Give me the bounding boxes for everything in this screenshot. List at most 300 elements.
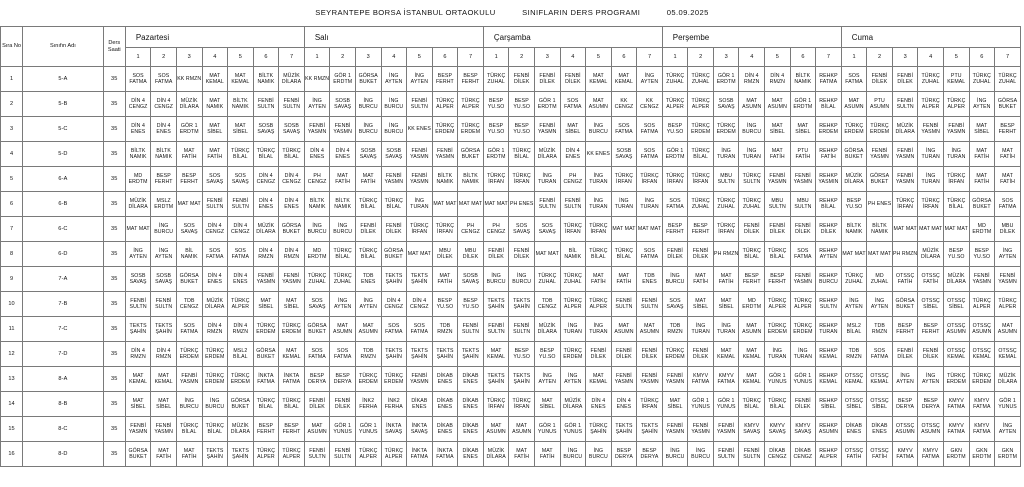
lesson-cell (688, 167, 714, 192)
lesson-text: İNG AYTEN (921, 372, 940, 385)
lesson-text: REHKP BİLAL (819, 197, 838, 210)
lesson-text: TÜRKÇ İRFAN (614, 172, 634, 185)
lesson-text: SOS SAVAŞ (538, 222, 556, 235)
lesson-cell (841, 117, 867, 142)
lesson-cell (330, 317, 356, 342)
lesson-cell (816, 142, 842, 167)
lesson-text: GÖRSA BUKET (128, 447, 148, 460)
lesson-text: REHKP ASUMN (818, 422, 839, 435)
lesson-cell (125, 117, 151, 142)
lesson-text: FENBİ YASMN (410, 372, 429, 385)
lesson-text: MD ERDTM (128, 172, 148, 185)
lesson-text: İNG TURAN (793, 347, 813, 360)
lesson-cell (713, 267, 739, 292)
lesson-cell (560, 417, 586, 442)
lesson-text: FENBİ DİLEK (667, 247, 683, 260)
lesson-text: FENBİ DİLEK (897, 72, 914, 85)
lesson-text: MSL2 BİLAL (233, 347, 248, 360)
lesson-cell (253, 442, 279, 467)
lesson-cell (816, 267, 842, 292)
lesson-cell (458, 442, 484, 467)
lesson-text: FENBİ DİLEK (871, 72, 888, 85)
lesson-cell (637, 392, 663, 417)
lesson-text: MAT NAMIK (206, 97, 224, 110)
timetable-grid (0, 26, 1021, 467)
lesson-text: MAT KEMAL (487, 347, 506, 360)
lesson-text: İNG BURCU (384, 122, 404, 135)
lesson-text: DİKAB CENGZ (767, 447, 787, 460)
lesson-text: TÜRKÇ İRFAN (512, 172, 531, 185)
lesson-text: MÜZİK DİLARA (997, 372, 1018, 385)
lesson-text: OTSSÇ KEMAL (947, 347, 966, 360)
lesson-text: TDB RMZN (360, 347, 376, 360)
lesson-cell (892, 317, 918, 342)
period-header: 1 (483, 48, 509, 67)
lesson-cell (892, 192, 918, 217)
lesson-text: TEKTS ŞAHİN (155, 322, 173, 335)
lesson-text: TÜRKÇ ALPER (793, 297, 813, 310)
lesson-text: TÜRKÇ ZUHAL (998, 72, 1017, 85)
lesson-text: GÖRSA BUKET (895, 297, 915, 310)
lesson-cell (330, 417, 356, 442)
lesson-cell (483, 342, 509, 367)
lesson-text: MAT FATİH (693, 272, 709, 285)
lesson-text: OTSSÇ SİBEL (844, 397, 864, 410)
lesson-cell (739, 67, 765, 92)
lesson-text: FENBİ YASMN (435, 147, 455, 160)
lesson-cell (867, 217, 893, 242)
lesson-cell (662, 217, 688, 242)
lesson-text: MBU SULTN (794, 197, 812, 210)
lesson-text: İNG BURCU (588, 447, 608, 460)
lesson-cell (688, 367, 714, 392)
lesson-text: DİN 4 ENES (309, 147, 325, 160)
lesson-text: TDB ENES (642, 272, 657, 285)
lesson-text: SOS FATMA (180, 322, 198, 335)
lesson-text: TÜRKÇ ALPER (972, 297, 991, 310)
lesson-cell (330, 117, 356, 142)
lesson-cell (765, 67, 791, 92)
lesson-cell (458, 317, 484, 342)
lesson-cell (816, 242, 842, 267)
period-header: 1 (662, 48, 688, 67)
lesson-cell (279, 292, 305, 317)
lesson-cell (841, 417, 867, 442)
lesson-cell (304, 117, 330, 142)
lesson-text: SOS FATMA (564, 97, 582, 110)
lesson-cell (432, 117, 458, 142)
lesson-cell (279, 367, 305, 392)
lesson-cell (688, 292, 714, 317)
lesson-cell (662, 167, 688, 192)
lesson-cell (765, 242, 791, 267)
lesson-text: TÜRKÇ ZUHAL (538, 272, 557, 285)
lesson-text: TÜRKÇ İRFAN (486, 172, 506, 185)
document-title (0, 0, 1024, 26)
lesson-text: GÖR 1 ERDTM (537, 97, 557, 110)
lesson-text: BESP YU.SO (487, 97, 505, 110)
lesson-cell (892, 442, 918, 467)
weekly-hours: 35 (103, 92, 125, 117)
lesson-text: KMYV FATMA (973, 397, 991, 410)
lesson-text: MAT ASUMN (742, 322, 762, 335)
lesson-cell (176, 442, 202, 467)
lesson-text: İNKTA SAVAŞ (410, 422, 428, 435)
lesson-cell (432, 442, 458, 467)
lesson-cell (892, 92, 918, 117)
lesson-cell (688, 92, 714, 117)
lesson-cell (176, 292, 202, 317)
lesson-text: TÜRKÇ ERDEM (205, 372, 225, 385)
class-row (1, 392, 1021, 417)
lesson-cell (560, 442, 586, 467)
lesson-text: FENBİ DİLEK (385, 222, 402, 235)
lesson-text: TÜRKÇ ERDEM (665, 347, 685, 360)
lesson-cell (662, 417, 688, 442)
lesson-cell (739, 442, 765, 467)
lesson-cell (228, 192, 254, 217)
lesson-text: DİN 4 RMZN (283, 247, 300, 260)
row-number: 12 (1, 342, 23, 367)
lesson-cell (432, 342, 458, 367)
lesson-cell (637, 192, 663, 217)
lesson-text: İNG AYTEN (538, 372, 556, 385)
weekly-hours: 35 (103, 142, 125, 167)
lesson-text: SOSB SAVAŞ (717, 97, 735, 110)
lesson-cell (228, 292, 254, 317)
lesson-text: BESP DERYA (614, 447, 633, 460)
lesson-cell (995, 392, 1021, 417)
lesson-text: MAT FATİH (769, 147, 785, 160)
lesson-text: SOS FATMA (333, 347, 352, 360)
lesson-cell (407, 92, 433, 117)
lesson-text: BESP DERYA (896, 397, 915, 410)
period-header: 5 (407, 48, 433, 67)
period-header: 2 (688, 48, 714, 67)
lesson-cell (841, 242, 867, 267)
lesson-cell (176, 192, 202, 217)
lesson-text: TÜRKÇ ZUHAL (844, 272, 864, 285)
lesson-text: TÜRKÇ ERDEM (281, 322, 302, 335)
lesson-cell (228, 67, 254, 92)
lesson-cell (816, 342, 842, 367)
lesson-cell (176, 267, 202, 292)
lesson-text: KK CENGZ (640, 97, 659, 110)
lesson-text: TÜRKÇ İRFAN (563, 222, 582, 235)
lesson-cell (151, 367, 177, 392)
lesson-text: İNG TURAN (691, 322, 710, 335)
lesson-text: FENBİ DİLEK (513, 72, 530, 85)
lesson-text: GÖRSA BUKET (869, 172, 890, 185)
lesson-cell (458, 67, 484, 92)
lesson-text: DİN 4 RMZN (232, 322, 249, 335)
lesson-text: DİN 4 CENGZ (410, 297, 429, 310)
lesson-cell (713, 392, 739, 417)
lesson-cell (355, 342, 381, 367)
lesson-cell (790, 117, 816, 142)
lesson-cell (407, 317, 433, 342)
lesson-text: TEKTS ŞAHİN (436, 347, 454, 360)
class-row (1, 242, 1021, 267)
lesson-text: BİLTK NAMIK (462, 172, 479, 185)
lesson-cell (279, 342, 305, 367)
lesson-cell (534, 342, 560, 367)
lesson-cell (765, 392, 791, 417)
lesson-text: İNG BURCU (691, 447, 711, 460)
lesson-text: PH ENES (509, 200, 534, 207)
lesson-cell (739, 217, 765, 242)
lesson-cell (253, 92, 279, 117)
lesson-cell (176, 67, 202, 92)
lesson-text: OTSSÇ KEMAL (870, 372, 889, 385)
day-header: Çarşamba (483, 27, 662, 48)
lesson-cell (765, 442, 791, 467)
lesson-text: İNG AYTEN (973, 97, 991, 110)
lesson-cell (765, 417, 791, 442)
lesson-text: FENBİ SULTN (155, 297, 173, 310)
lesson-cell (253, 417, 279, 442)
lesson-text: BİL NAMIK (180, 247, 198, 260)
lesson-cell (713, 67, 739, 92)
lesson-text: DİKAB ENES (845, 422, 863, 435)
lesson-text: MAT KEMAL (717, 347, 736, 360)
lesson-text: SOS SAVAŞ (308, 297, 326, 310)
lesson-cell (355, 267, 381, 292)
lesson-cell (943, 342, 969, 367)
lesson-cell (483, 392, 509, 417)
lesson-text: REHKP FATMA (819, 72, 838, 85)
lesson-text: İNG AYTEN (308, 97, 326, 110)
lesson-cell (407, 442, 433, 467)
lesson-cell (509, 142, 535, 167)
lesson-text: İNG BURCU (154, 222, 174, 235)
lesson-cell (458, 167, 484, 192)
lesson-cell (637, 442, 663, 467)
lesson-text: TEKTS ŞAHİN (487, 297, 505, 310)
lesson-text: MD ERDTM (972, 222, 992, 235)
lesson-text: TEKTS ŞAHİN (231, 447, 249, 460)
lesson-text: PH RMZN (714, 250, 739, 257)
lesson-text: TEKTS ŞAHİN (513, 297, 531, 310)
lesson-text: TÜRKÇ ERDEM (358, 372, 378, 385)
lesson-text: İNG AYTEN (359, 297, 377, 310)
lesson-text: İNG TURAN (614, 197, 634, 210)
period-header: 3 (892, 48, 918, 67)
lesson-text: TEKTS ŞAHİN (487, 372, 505, 385)
lesson-cell (151, 67, 177, 92)
lesson-text: MAT FATİH (1000, 147, 1015, 160)
lesson-cell (534, 442, 560, 467)
lesson-text: GÖRSA BUKET (230, 397, 250, 410)
lesson-text: FENBİ YASMN (640, 372, 659, 385)
lesson-text: SOS FATMA (998, 197, 1017, 210)
lesson-text: TEKTS ŞAHİN (410, 272, 428, 285)
lesson-text: MAT FATİH (974, 172, 990, 185)
lesson-cell (713, 292, 739, 317)
lesson-cell (662, 117, 688, 142)
lesson-text: TÜRKÇ İRFAN (589, 222, 608, 235)
lesson-cell (611, 267, 637, 292)
class-row (1, 267, 1021, 292)
lesson-text: İNG BURCU (333, 222, 353, 235)
lesson-cell (918, 292, 944, 317)
lesson-text: TÜRKÇ ERDEM (946, 372, 966, 385)
lesson-cell (355, 167, 381, 192)
lesson-cell (995, 317, 1021, 342)
lesson-text: MAT ASUMN (614, 322, 634, 335)
class-row (1, 117, 1021, 142)
lesson-text: TÜRKÇ BİLAL (742, 247, 761, 260)
lesson-text: MAT KEMAL (742, 347, 761, 360)
lesson-cell (611, 117, 637, 142)
class-name: 8-A (23, 367, 104, 392)
weekly-hours: 35 (103, 342, 125, 367)
lesson-text: İNKTA FATMA (436, 447, 454, 460)
class-name: 5-B (23, 92, 104, 117)
period-header: 2 (867, 48, 893, 67)
lesson-cell (713, 192, 739, 217)
period-header: 2 (330, 48, 356, 67)
lesson-cell (688, 192, 714, 217)
lesson-cell (483, 142, 509, 167)
lesson-cell (330, 142, 356, 167)
lesson-cell (381, 342, 407, 367)
lesson-text: TÜRKÇ İRFAN (640, 172, 659, 185)
lesson-text: REHKP KEMAL (819, 347, 838, 360)
lesson-cell (253, 267, 279, 292)
lesson-text: BESP YU.SO (436, 297, 454, 310)
lesson-text: FENBİ DİLEK (692, 347, 709, 360)
class-row (1, 217, 1021, 242)
lesson-cell (739, 242, 765, 267)
lesson-text: SOSB SAVAŞ (334, 97, 352, 110)
lesson-text: BESP YU.SO (845, 197, 863, 210)
lesson-text: MAT ASUMN (333, 322, 353, 335)
lesson-cell (662, 342, 688, 367)
lesson-text: FENBİ DİLEK (769, 222, 786, 235)
lesson-cell (918, 342, 944, 367)
lesson-cell (355, 392, 381, 417)
lesson-cell (892, 292, 918, 317)
lesson-text: DİN 4 ENES (233, 272, 248, 285)
lesson-cell (765, 167, 791, 192)
lesson-text: FENBİ YASMN (793, 172, 813, 185)
lesson-cell (304, 192, 330, 217)
lesson-text: REHKP SULTN (819, 297, 838, 310)
lesson-text: BESP DERYA (921, 397, 940, 410)
lesson-text: OTSSÇ SİBEL (921, 297, 940, 310)
lesson-cell (432, 242, 458, 267)
lesson-text: GÖR 1 YUNUS (998, 397, 1017, 410)
lesson-cell (355, 417, 381, 442)
lesson-cell (969, 142, 995, 167)
lesson-text: DİKAB ENES (462, 422, 479, 435)
lesson-text: MÜZİK DİLARA (844, 172, 864, 185)
lesson-cell (688, 442, 714, 467)
lesson-cell (202, 367, 228, 392)
lesson-text: OTSSÇ KEMAL (972, 347, 991, 360)
lesson-text: İNG TURAN (717, 322, 736, 335)
lesson-text: TÜRKÇ ZUHAL (972, 72, 991, 85)
lesson-text: REHKP TURAN (819, 322, 838, 335)
lesson-text: TÜRKÇ İRFAN (512, 397, 531, 410)
lesson-text: TDB CENGZ (537, 297, 557, 310)
lesson-text: MAT SİBEL (156, 397, 172, 410)
lesson-text: TEKTS ŞAHİN (640, 422, 659, 435)
lesson-text: DİN 4 ENES (565, 147, 581, 160)
weekly-hours: 35 (103, 267, 125, 292)
lesson-cell (841, 367, 867, 392)
lesson-cell (202, 142, 228, 167)
lesson-cell (432, 92, 458, 117)
lesson-text: TÜRKÇ BİLAL (384, 197, 403, 210)
lesson-cell (560, 142, 586, 167)
lesson-cell (381, 267, 407, 292)
lesson-cell (534, 142, 560, 167)
lesson-cell (432, 267, 458, 292)
lesson-cell (407, 392, 433, 417)
lesson-cell (637, 267, 663, 292)
period-header: 7 (816, 48, 842, 67)
lesson-text: İNG TURAN (589, 197, 608, 210)
lesson-cell (458, 417, 484, 442)
lesson-cell (943, 67, 969, 92)
lesson-cell (841, 342, 867, 367)
lesson-cell (355, 67, 381, 92)
lesson-text: İNG BURCU (358, 122, 378, 135)
lesson-text: BİLTK NAMIK (845, 222, 863, 235)
lesson-text: DİN 4 RMZN (744, 72, 760, 85)
lesson-text: GÖRSA BUKET (844, 147, 864, 160)
lesson-cell (943, 292, 969, 317)
lesson-text: TÜRKÇ ZUHAL (563, 272, 582, 285)
lesson-cell (637, 317, 663, 342)
lesson-cell (637, 67, 663, 92)
lesson-cell (228, 442, 254, 467)
lesson-cell (253, 342, 279, 367)
lesson-cell (125, 317, 151, 342)
lesson-text: REHKP ERDEM (818, 122, 839, 135)
period-header: 5 (943, 48, 969, 67)
lesson-text: OTSSÇ FATİH (870, 447, 889, 460)
lesson-cell (560, 167, 586, 192)
lesson-cell (995, 342, 1021, 367)
lesson-text: TDB RMZN (871, 322, 888, 335)
lesson-cell (509, 92, 535, 117)
lesson-text: MAT FATİH (437, 272, 453, 285)
lesson-text: İNG BURCU (563, 447, 583, 460)
lesson-text: GÖR 1 ERDTM (793, 97, 813, 110)
lesson-cell (228, 342, 254, 367)
lesson-text: MÜZİK DİLARA (537, 147, 557, 160)
lesson-text: SOSB SAVAŞ (257, 122, 275, 135)
lesson-cell (816, 92, 842, 117)
lesson-text: FENBİ YASMN (768, 172, 787, 185)
lesson-text: TDB ENES (360, 272, 376, 285)
lesson-cell (867, 367, 893, 392)
lesson-text: FENBİ YASMN (154, 422, 173, 435)
lesson-text: BESP YU.SO (513, 347, 531, 360)
lesson-cell (381, 92, 407, 117)
period-header: 2 (151, 48, 177, 67)
lesson-cell (943, 167, 969, 192)
lesson-cell (969, 367, 995, 392)
lesson-text: SOS SAVAŞ (206, 172, 224, 185)
lesson-text: REHKP BURCU (818, 272, 838, 285)
lesson-cell (279, 92, 305, 117)
lesson-cell (662, 317, 688, 342)
lesson-text: PH CENGZ (307, 172, 327, 185)
